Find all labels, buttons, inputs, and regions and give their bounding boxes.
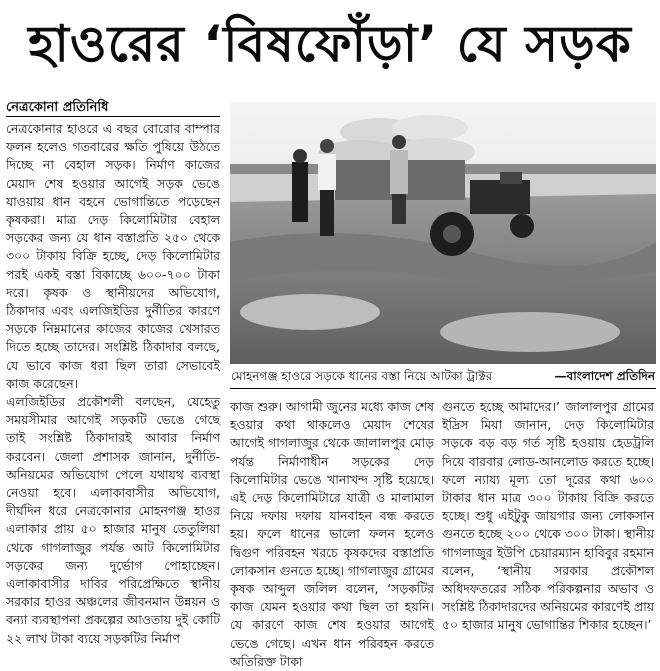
news-photo bbox=[230, 102, 656, 364]
paragraph: কাজ শুরু। আগামী জুনের মধ্যে কাজ শেষ হওয়ার কথা থাকলেও মেয়াদ শেষের আগেই গাগলাজুর থেকে জালালপুর মোড় পর্যন্ত নির্মাণাধীন সড়কের দেড় কিলোমিটার ভেঙে খানাখন্দ সৃষ্টি হয়েছে। এই দেড় কিলোমিটারে যাত্রী ও মালামাল নিয়ে দফায় দফায় যানবাহন বন্ধ করতে হয়। ফলে ধানের ভালো ফলন হলেও দ্বিগুণ পরিবহন খরচে কৃষকদের বস্তাপ্রতি লোকসান গুনতে হচ্ছে। গাগলাজুর গ্রামের কৃষক আব্দুল জলিল বলেন, ‘সড়কটির কাজ যেমন হওয়ার কথা ছিল তা হয়নি। যে কারণে কাজ শেষ হওয়ার আগেই ভেঙে গেছে। এখন ধান পরিবহন করতে অতিরিক্ত টাকা bbox=[230, 399, 434, 669]
column-1 bbox=[6, 120, 220, 648]
byline: নেত্রকোনা প্রতিনিধি bbox=[6, 100, 109, 115]
photo-caption bbox=[231, 368, 655, 388]
byline-rule bbox=[6, 116, 220, 117]
paragraph: এলজিইডির প্রকৌশলী বলছেন, যেহেতু সময়সীমার আগেই সড়কটি ভেঙে গেছে তাই সংশ্লিষ্ট ঠিকাদারই আবার নির্মাণ করবেন। জেলা প্রশাসক জানান, দুর্নীতি-অনিয়মের অভিযোগ পেলে যথাযথ ব্যবস্থা নেওয়া হবে। এলাকাবাসীর অভিযোগ, দীর্ঘদিন ধরে নেত্রকোনার মোহনগঞ্জ হাওর এলাকার প্রায় ৫০ হাজার মানুষ তেতুলিয়া থেকে গাগলাজুর পর্যন্ত আট কিলোমিটার সড়কের জন্য দুর্ভোগ পোহাচ্ছেন। এলাকাবাসীর দাবির পরিপ্রেক্ষিতে স্থানীয় সরকার হাওর অঞ্চলের জীবনমান উন্নয়ন ও বন্যা ব্যবস্থাপনা প্রকল্পের আওতায় দুই কোটি ২২ লাখ টাকা ব্যয়ে সড়কটির নির্মাণ bbox=[6, 394, 220, 646]
paragraph: গুনতে হচ্ছে আমাদের।’ জালালপুর গ্রামের ইদ্রিস মিয়া জানান, দেড় কিলোমিটার সড়কে বড় বড় গর্ত সৃষ্টি হওয়ায় হেডট্রলি দিয়ে বারবার লোড-আনলোড করতে হচ্ছে। ফলে ন্যায্য মূল্য তো দূরের কথা ৬০০ টাকার ধান মাত্র ৩০০ টাকায় বিক্রি করতে হচ্ছে। শুধু এইটুকু জায়গার জন্য লোকসান গুনতে হচ্ছে ২০০ থেকে ৩০০ টাকা। স্থানীয় গাগলাজুর ইউপি চেয়ারম্যান হাবিবুর রহমান বলেন, ‘স্থানীয় সরকার প্রকৌশল অধিদফতরের সঠিক পরিকল্পনার অভাব ও সংশ্লিষ্ট ঠিকাদারদের অনিয়মের কারণেই প্রায় ৫০ হাজার মানুষ ভোগান্তির শিকার হচ্ছেন।’ bbox=[442, 399, 654, 633]
caption-rule bbox=[230, 388, 656, 389]
photo-credit: —বাংলাদেশ প্রতিদিন bbox=[554, 369, 655, 383]
paragraph: নেত্রকোনার হাওরে এ বছর বোরোর বাম্পার ফলন হলেও গতবারের ক্ষতি পুষিয়ে উঠতে দিচ্ছে না বেহাল সড়ক। নির্মাণ কাজের মেয়াদ শেষ হওয়ার আগেই সড়ক ভেঙে যাওয়ায় ধান বহনে ভোগান্তিতে পড়েছেন কৃষকরা। মাত্র দেড় কিলোমিটার বেহাল সড়কের জন্য যে ধান বস্তাপ্রতি ২৫০ থেকে ৩০০ টাকায় বিক্রি হচ্ছে, দেড় কিলোমিটার পরই একই বস্তা বিকাচ্ছে ৬০০-৭০০ টাকা দরে। কৃষক ও স্থানীয়দের অভিযোগ, ঠিকাদার এবং এলজিইডির দুর্নীতির কারণে সড়কে নিম্নমানের কাজের কাজের খেসারত দিতে হচ্ছে তাদের। সংশ্লিষ্ট ঠিকাদার বলছে, যে ভাবে কাজ ধরা ছিল তারা সেভাবেই কাজ করেছেন। bbox=[6, 121, 220, 391]
headline: হাওরের ‘বিষফোঁড়া’ যে সড়ক bbox=[28, 14, 632, 73]
column-2 bbox=[230, 398, 434, 671]
column-3 bbox=[442, 398, 654, 635]
caption-text: মোহনগঞ্জ হাওরে সড়কে ধানের বস্তা নিয়ে আটকা ট্রাক্টর bbox=[231, 369, 493, 383]
